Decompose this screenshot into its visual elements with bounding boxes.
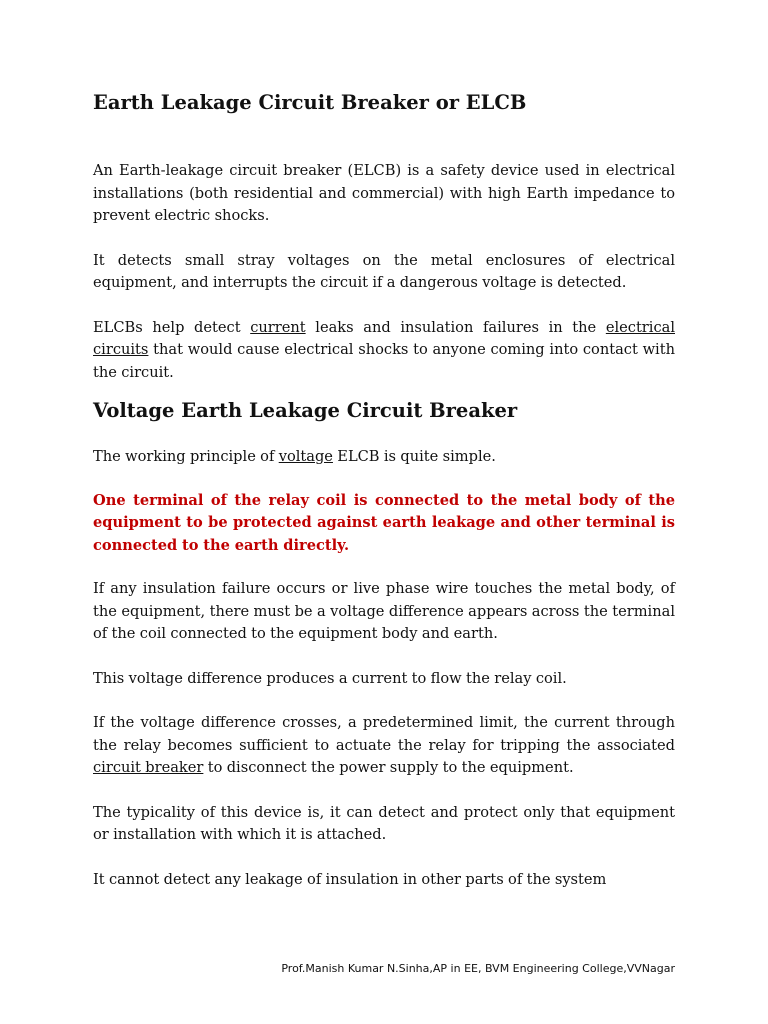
text-segment: leaks and insulation failures in the: [305, 318, 606, 336]
link-voltage[interactable]: voltage: [278, 448, 333, 465]
text-segment: ELCB is quite simple.: [332, 448, 496, 465]
section-heading-voltage-elcb: Voltage Earth Leakage Circuit Breaker: [93, 399, 518, 422]
paragraph-predetermined-limit: [93, 712, 675, 780]
document-body: [93, 88, 675, 891]
paragraph-detects-stray-voltages: It detects small stray voltages on the metal enclosures of electrical equipment, and interrupts the circuit if a dangerous voltage is detected.: [93, 251, 675, 291]
page-title: Earth Leakage Circuit Breaker or ELCB: [93, 91, 527, 114]
paragraph-voltage-difference: This voltage difference produces a current to flow the relay coil.: [93, 669, 567, 687]
page-footer-author: Prof.Manish Kumar N.Sinha,AP in EE, BVM Engineering College,VVNagar: [281, 962, 675, 975]
link-current[interactable]: current: [250, 318, 306, 336]
paragraph-cannot-detect: It cannot detect any leakage of insulation in other parts of the system: [93, 870, 607, 888]
text-segment: to disconnect the power supply to the equipment.: [203, 759, 574, 776]
paragraph-relay-coil-highlight: One terminal of the relay coil is connected to the metal body of the equipment to be protected against earth leakage and other terminal is connected to the earth directly.: [93, 491, 675, 554]
text-segment: ELCBs help detect: [93, 318, 251, 336]
link-circuit-breaker[interactable]: circuit breaker: [93, 759, 204, 776]
paragraph-elcbs-help-detect: [93, 317, 675, 385]
link-electrical-circuits[interactable]: electrical circuits: [93, 318, 675, 358]
text-segment: If the voltage difference crosses, a predetermined limit, the current through the relay becomes sufficient to actuate the relay for tripping the associated: [93, 714, 675, 754]
text-segment: The working principle of: [93, 448, 279, 465]
paragraph-elcb-definition: An Earth-leakage circuit breaker (ELCB) is a safety device used in electrical installations (both residential and commercial) with high Earth impedance to prevent electric shocks.: [93, 162, 675, 224]
text-segment: that would cause electrical shocks to anyone coming into contact with the circuit.: [93, 341, 675, 381]
paragraph-typicality: The typicality of this device is, it can detect and protect only that equipment or installation with which it is attached.: [93, 803, 675, 843]
paragraph-insulation-failure: If any insulation failure occurs or live phase wire touches the metal body, of the equipment, there must be a voltage difference appears across the terminal of the coil connected to the equipment body and earth.: [93, 580, 675, 642]
paragraph-working-principle: [93, 446, 675, 469]
